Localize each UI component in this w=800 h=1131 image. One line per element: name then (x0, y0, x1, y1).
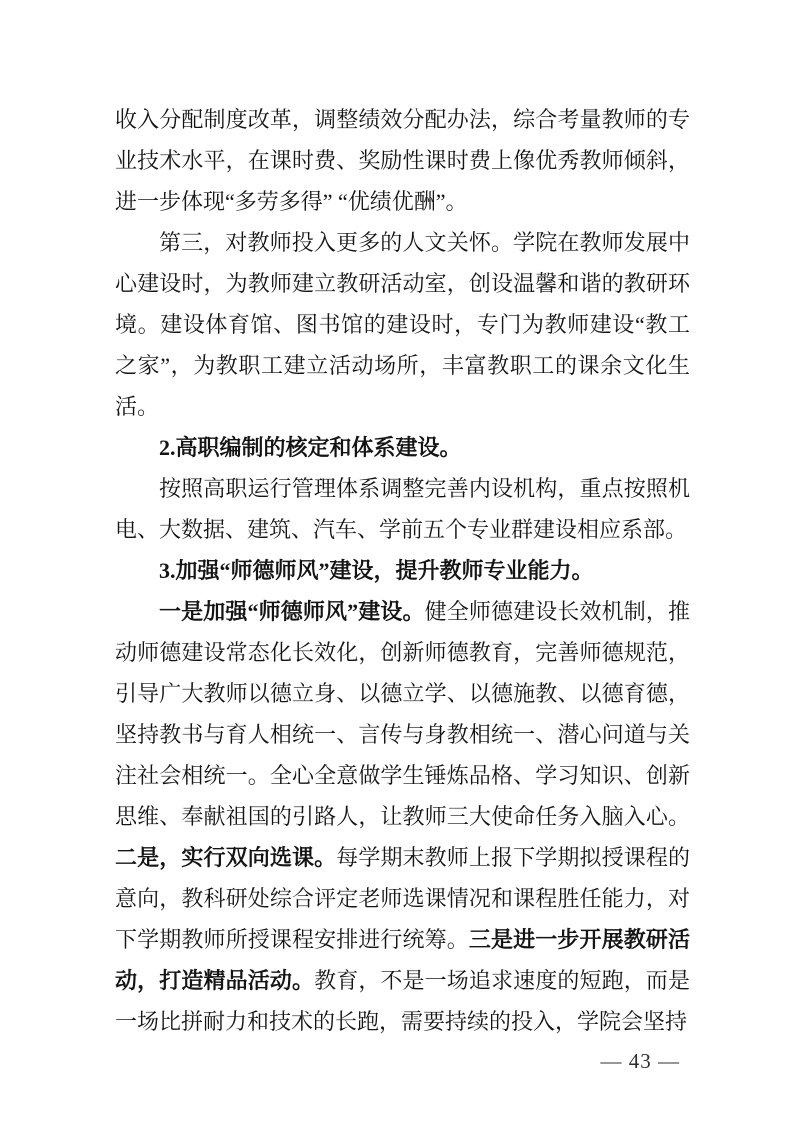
heading-text: 3.加强“师德师风”建设，提升教师专业能力。 (159, 558, 594, 583)
heading-text: 2.高职编制的核定和体系建设。 (159, 435, 462, 460)
paragraph-continuation (115, 99, 690, 222)
leadin-second-measure: 二是，实行双向选课。 (115, 845, 337, 870)
paragraph-text: 健全师德建设长效机制，推动师德建设常态化长效化，创新师德教育，完善师德规范，引导广大教师以德立身、以德立学、以德施教、以德育德，坚持教书与育人相统一、言传与身教相统一、潜心问道与关注社会相统一。全心全意做学生锤炼品格、学习知识、创新思维、奉献祖国的引路人，让教师三大使命任务入脑入心。 (115, 599, 690, 829)
leadin-first-measure: 一是加强“师德师风”建设。 (159, 599, 425, 624)
paragraph-text: 第三，对教师投入更多的人文关怀。学院在教师发展中心建设时，为教师建立教研活动室，创设温馨和谐的教研环境。建设体育馆、图书馆的建设时，专门为教师建设“教工之家”，为教职工建立活动场所，丰富教职工的课余文化生活。 (115, 230, 690, 419)
heading-section-3 (115, 550, 690, 591)
paragraph-text: 教育，不是一场追求速度的短跑，而是一场比拼耐力和技术的长跑，需要持续的投入，学院会坚持 (115, 968, 690, 1034)
paragraph-text: 收入分配制度改革，调整绩效分配办法，综合考量教师的专业技术水平，在课时费、奖励性课时费上像优秀教师倾斜，进一步体现“多劳多得” “优绩优酬”。 (115, 107, 690, 214)
paragraph-section-2-body (115, 468, 690, 550)
paragraph-third-point (115, 222, 690, 427)
paragraph-text: 按照高职运行管理体系调整完善内设机构，重点按照机电、大数据、建筑、汽车、学前五个专业群建设相应系部。 (115, 476, 690, 542)
page-number (601, 1046, 681, 1076)
page-number-text: — 43 — (600, 1049, 680, 1073)
paragraph-text: 每学期末教师上报下学期拟授课程的意向，教科研处综合评定老师选课情况和课程胜任能力，对下学期教师所授课程安排进行统筹。 (115, 845, 690, 952)
heading-section-2 (115, 427, 690, 468)
paragraph-section-3-body (115, 591, 690, 1042)
leadin-third-measure: 三是进一步开展教研活动，打造精品活动。 (115, 927, 690, 993)
document-body (115, 99, 690, 1042)
